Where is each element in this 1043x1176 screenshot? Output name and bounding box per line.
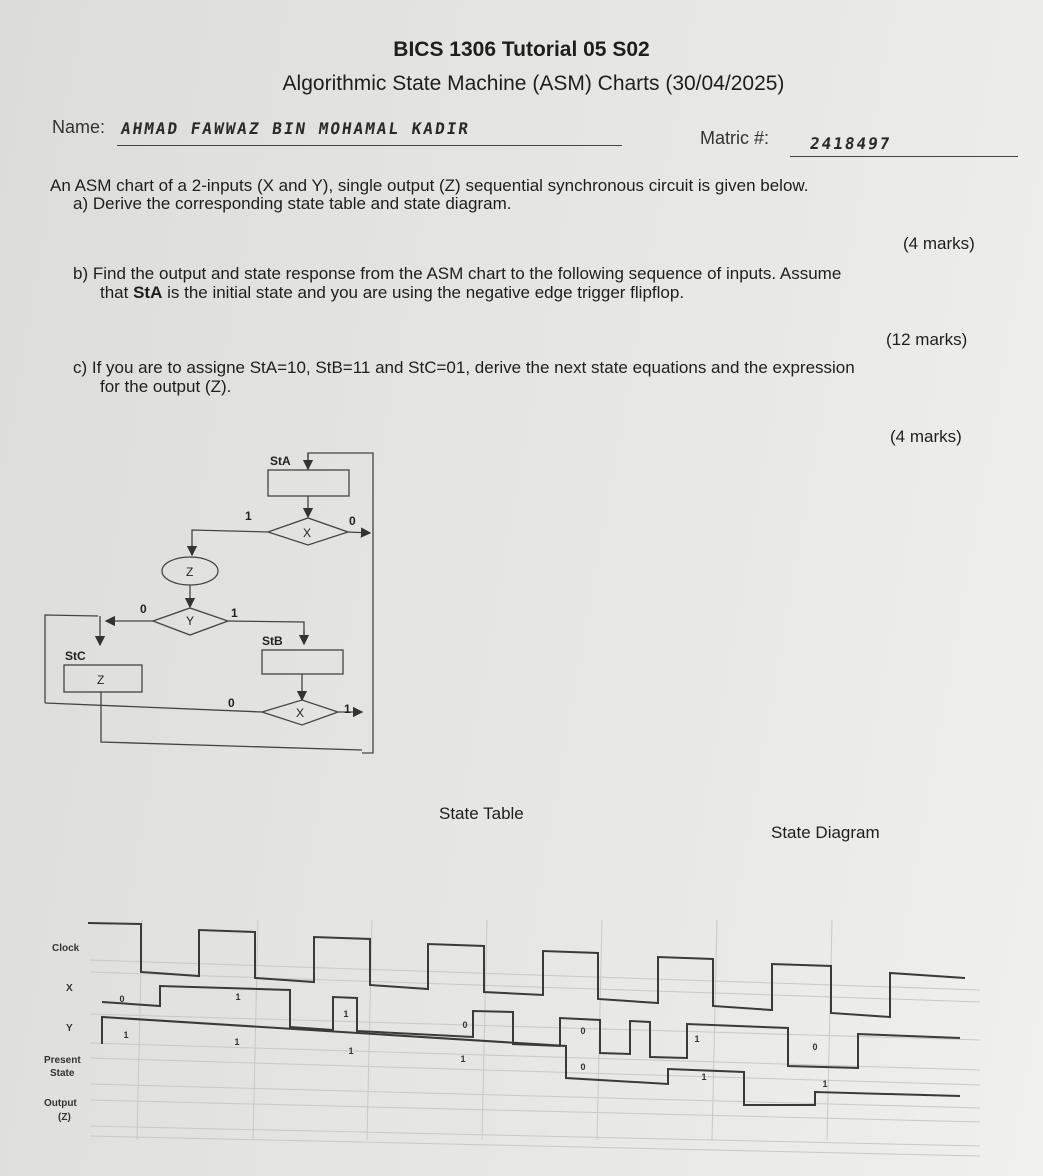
x-mark-5: 0 <box>580 1026 586 1036</box>
decision-1-branch1: 1 <box>245 509 252 523</box>
decision-2-var: Y <box>186 614 195 628</box>
state-table-heading: State Table <box>439 804 524 823</box>
decision-3-branch1: 1 <box>344 702 351 716</box>
question-b-text: that <box>100 283 134 302</box>
name-label: Name: <box>52 117 106 137</box>
matric-field[interactable] <box>790 126 1018 157</box>
y-waveform <box>102 1017 960 1105</box>
cond-output-label: Z <box>186 565 194 579</box>
decision-1-branch0: 0 <box>349 514 356 528</box>
row-label-y: Y <box>66 1023 73 1034</box>
question-b-bold-state: StA <box>133 283 163 302</box>
timing-grid <box>90 920 980 1156</box>
state-box-stb <box>262 650 343 674</box>
question-a: a) Derive the corresponding state table and state diagram. <box>73 194 512 213</box>
state-label-stb: StB <box>262 634 283 648</box>
asm-chart <box>40 445 390 765</box>
x-mark-7: 0 <box>812 1042 818 1052</box>
decision-2-branch0: 0 <box>140 602 147 616</box>
y-mark-3: 1 <box>348 1046 354 1056</box>
page-title: BICS 1306 Tutorial 05 S02 <box>393 38 650 61</box>
timing-diagram <box>0 900 1043 1176</box>
clock-waveform <box>88 923 965 1017</box>
row-label-present: Present <box>44 1055 81 1066</box>
state-diagram-heading: State Diagram <box>771 823 880 842</box>
state-label-sta: StA <box>270 454 291 468</box>
question-intro: An ASM chart of a 2-inputs (X and Y), single output (Z) sequential synchronous circuit is given below. <box>50 176 809 195</box>
page-subtitle: Algorithmic State Machine (ASM) Charts (30/04/2025) <box>282 72 785 95</box>
decision-3-branch0: 0 <box>228 696 235 710</box>
row-label-x: X <box>66 983 73 994</box>
question-a-marks: (4 marks) <box>903 234 975 253</box>
y-mark-6: 1 <box>701 1072 707 1082</box>
row-label-clock: Clock <box>52 943 80 954</box>
decision-3-var: X <box>296 706 305 720</box>
x-mark-4: 0 <box>462 1020 468 1030</box>
stc-output: Z <box>97 673 105 687</box>
x-mark-6: 1 <box>694 1034 700 1044</box>
row-label-state: State <box>50 1068 75 1079</box>
x-mark-1: 0 <box>119 994 125 1004</box>
decision-1-var: X <box>303 526 312 540</box>
question-b-marks: (12 marks) <box>886 330 968 349</box>
question-c-line2: for the output (Z). <box>100 377 232 396</box>
state-label-stc: StC <box>65 649 86 663</box>
matric-value: 2418497 <box>808 134 893 153</box>
y-mark-2: 1 <box>234 1037 240 1047</box>
question-c-line1: c) If you are to assigne StA=10, StB=11 and StC=01, derive the next state equations and the expression <box>73 358 855 377</box>
question-b-line1: b) Find the output and state response from the ASM chart to the following sequence of inputs. Assume <box>73 264 842 283</box>
y-mark-7: 1 <box>822 1079 828 1089</box>
question-c-marks: (4 marks) <box>890 427 962 446</box>
matric-label: Matric #: <box>700 128 770 148</box>
question-b-text-rest: is the initial state and you are using the negative edge trigger flipflop. <box>162 283 685 302</box>
y-mark-1: 1 <box>123 1030 129 1040</box>
decision-2-branch1: 1 <box>231 606 238 620</box>
row-label-z: (Z) <box>58 1112 71 1123</box>
question-b-line2 <box>100 283 684 302</box>
name-field[interactable] <box>117 115 622 146</box>
name-value: AHMAD FAWWAZ BIN MOHAMAL KADIR <box>119 119 472 138</box>
x-mark-2: 1 <box>235 992 241 1002</box>
state-box-sta <box>268 470 349 496</box>
y-mark-4: 1 <box>460 1054 466 1064</box>
x-mark-3: 1 <box>343 1009 349 1019</box>
row-label-output: Output <box>44 1098 77 1109</box>
y-mark-5: 0 <box>580 1062 586 1072</box>
